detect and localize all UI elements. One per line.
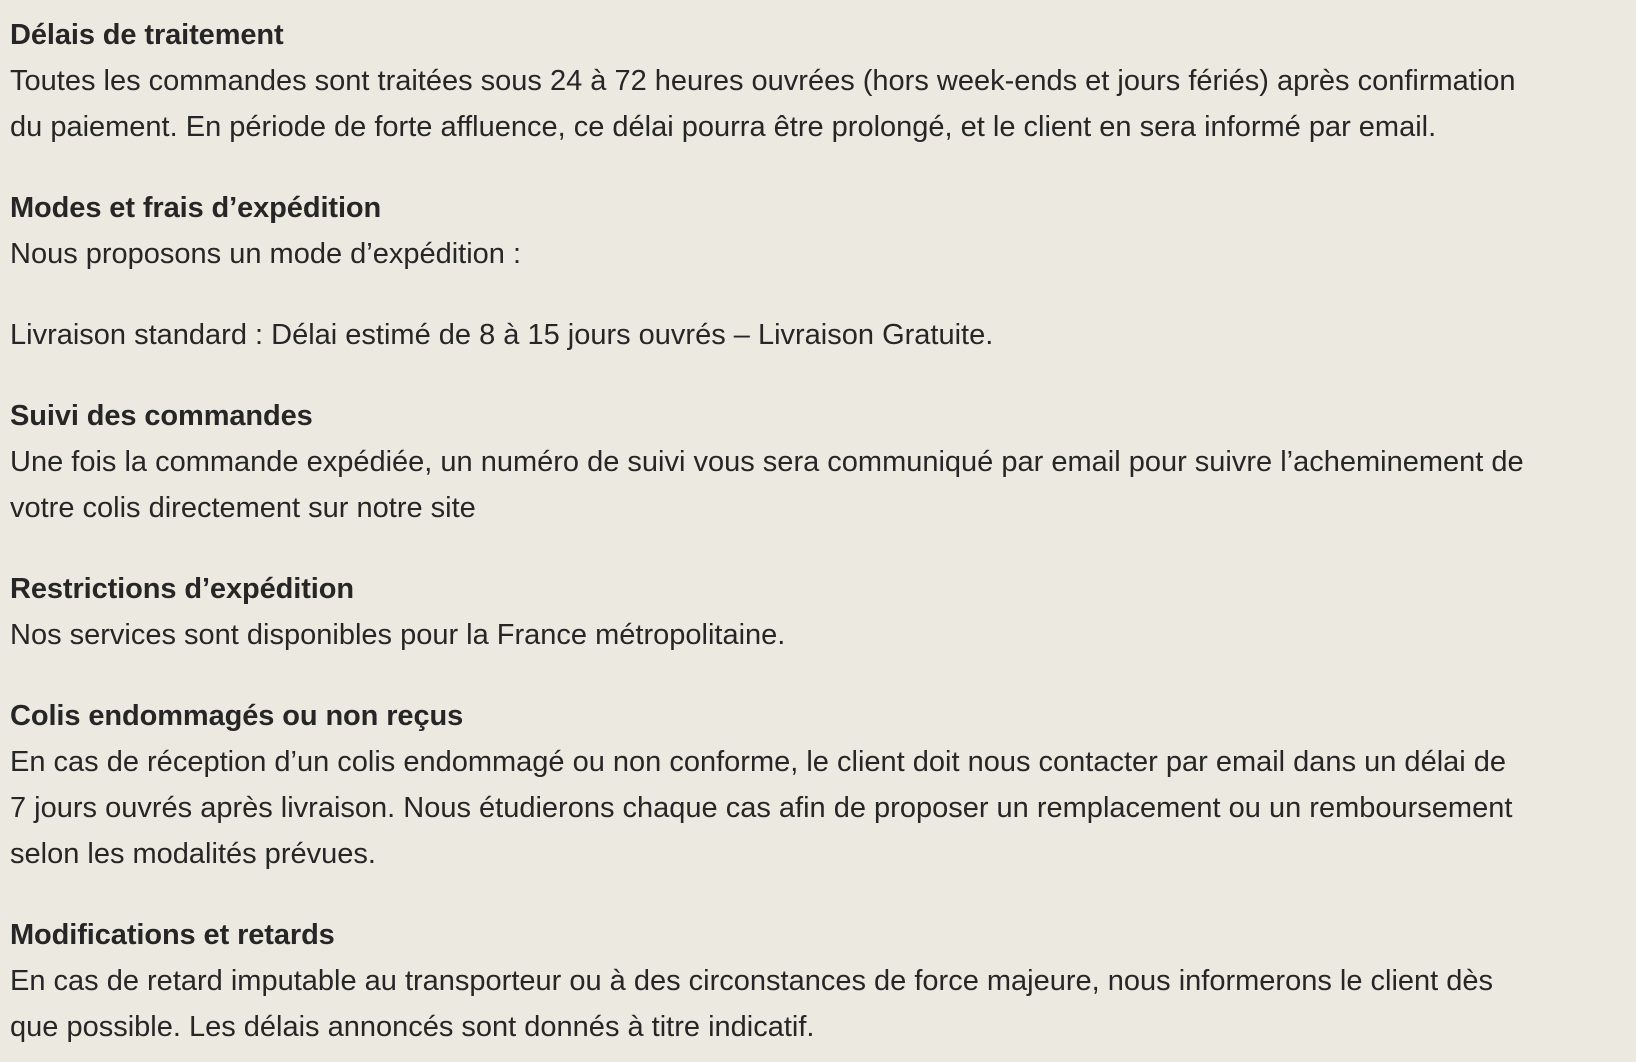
section-shipping-restrictions [10, 566, 1630, 658]
section-damaged-parcels [10, 693, 1630, 877]
section-heading: Modes et frais d’expédition [10, 192, 382, 224]
paragraph-line: Nous proposons un mode d’expédition : [10, 238, 522, 270]
shipping-policy-content [10, 12, 1630, 1050]
paragraph-line: 7 jours ouvrés après livraison. Nous étudierons chaque cas afin de proposer un remplacement ou un remboursement [10, 792, 1513, 824]
section-changes-delays [10, 912, 1630, 1050]
section-processing-time [10, 12, 1630, 150]
paragraph-line: du paiement. En période de forte affluence, ce délai pourra être prolongé, et le client en sera informé par email. [10, 111, 1437, 143]
paragraph-line: votre colis directement sur notre site [10, 492, 476, 524]
section-shipping-methods [10, 185, 1630, 358]
paragraph-line: que possible. Les délais annoncés sont donnés à titre indicatif. [10, 1011, 815, 1043]
paragraph-line: selon les modalités prévues. [10, 838, 376, 870]
section-heading: Délais de traitement [10, 19, 284, 51]
section-heading: Colis endommagés ou non reçus [10, 700, 464, 732]
paragraph-line: En cas de réception d’un colis endommagé ou non conforme, le client doit nous contacter par email dans un délai de [10, 746, 1507, 778]
standard-delivery-line: Livraison standard : Délai estimé de 8 à 15 jours ouvrés – Livraison Gratuite. [10, 319, 994, 351]
section-heading: Modifications et retards [10, 919, 335, 951]
paragraph-line: En cas de retard imputable au transporteur ou à des circonstances de force majeure, nous informerons le client dès [10, 965, 1494, 997]
section-heading: Restrictions d’expédition [10, 573, 354, 605]
paragraph-line: Une fois la commande expédiée, un numéro de suivi vous sera communiqué par email pour suivre l’acheminement de [10, 446, 1524, 478]
section-heading: Suivi des commandes [10, 400, 313, 432]
paragraph-line: Nos services sont disponibles pour la France métropolitaine. [10, 619, 786, 651]
paragraph-line: Toutes les commandes sont traitées sous 24 à 72 heures ouvrées (hors week-ends et jours fériés) après confirmation [10, 65, 1516, 97]
section-order-tracking [10, 393, 1630, 531]
